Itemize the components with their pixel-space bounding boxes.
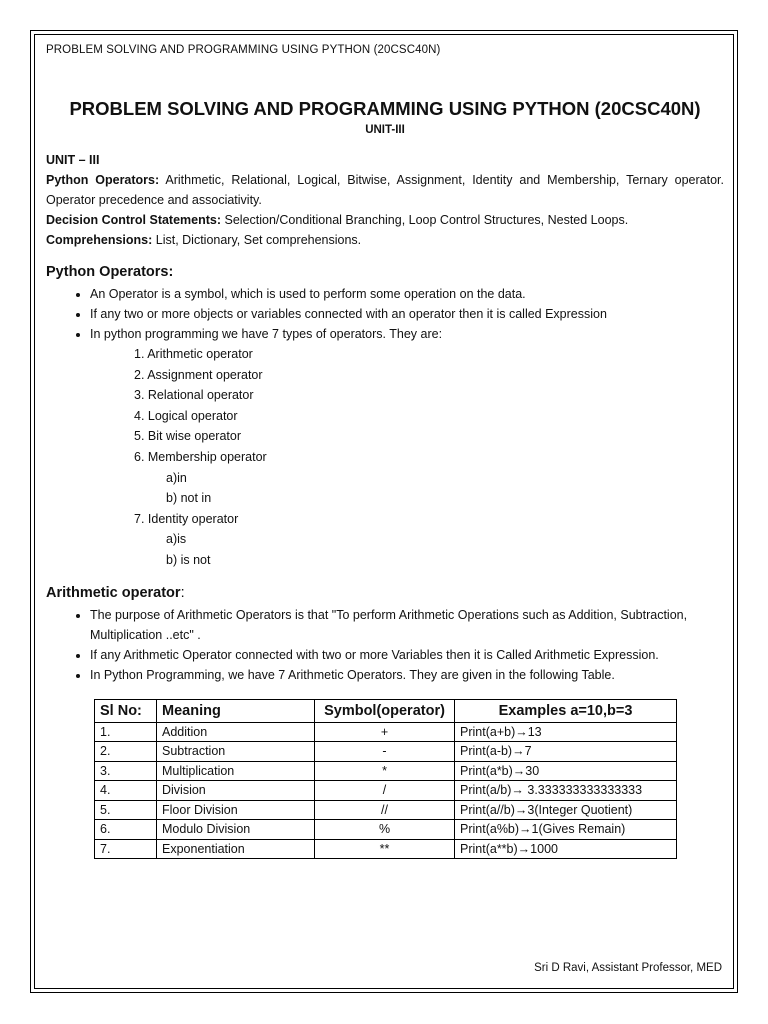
list-item: • The purpose of Arithmetic Operators is that "To perform Arithmetic Operations such as Addition, Subtraction, Multiplication ..etc" . — [90, 605, 724, 645]
list-item: • An Operator is a symbol, which is used to perform some operation on the data. — [90, 284, 724, 304]
list-item: 2. Assignment operator — [134, 367, 263, 382]
cell-example: Print(a/b)→ 3.333333333333333 — [455, 781, 677, 801]
column-header-meaning: Meaning — [157, 699, 315, 722]
table-row — [95, 781, 677, 801]
list-subitem: a)is — [166, 532, 187, 547]
cell-example: Print(a*b)→30 — [455, 761, 677, 781]
cell-meaning: Modulo Division — [157, 820, 315, 840]
list-item: 3. Relational operator — [134, 388, 254, 403]
list-item: 7. Identity operator — [134, 511, 239, 526]
syllabus-operators-text: Arithmetic, Relational, Logical, Bitwise, Assignment, Identity and Membership, Ternary operator. Operator precedence and associativity. — [46, 173, 724, 207]
list-item: 6. Membership operator — [134, 449, 267, 464]
syllabus-decision — [46, 210, 724, 230]
syllabus-comprehensions — [46, 230, 724, 250]
table-row — [95, 761, 677, 781]
arithmetic-heading-colon: : — [180, 584, 185, 601]
cell-sl-no: 3. — [95, 761, 157, 781]
cell-example: Print(a-b)→7 — [455, 742, 677, 762]
cell-example: Print(a+b)→13 — [455, 722, 677, 742]
cell-sl-no: 1. — [95, 722, 157, 742]
cell-example: Print(a//b)→3(Integer Quotient) — [455, 800, 677, 820]
cell-symbol: ** — [315, 839, 455, 859]
syllabus-decision-text: Selection/Conditional Branching, Loop Control Structures, Nested Loops. — [221, 213, 629, 227]
cell-sl-no: 4. — [95, 781, 157, 801]
list-subitem: a)in — [166, 470, 187, 485]
list-item: • In Python Programming, we have 7 Arithmetic Operators. They are given in the following Table. — [90, 665, 724, 685]
cell-meaning: Floor Division — [157, 800, 315, 820]
list-item: • In python programming we have 7 types of operators. They are: — [90, 324, 724, 344]
document-title: PROBLEM SOLVING AND PROGRAMMING USING PYTHON (20CSC40N) — [69, 98, 701, 119]
table-row — [95, 742, 677, 762]
cell-example: Print(a**b)→1000 — [455, 839, 677, 859]
operator-types-list — [46, 344, 724, 571]
cell-symbol: % — [315, 820, 455, 840]
list-subitem: b) is not — [166, 552, 211, 567]
list-subitem: b) not in — [166, 491, 212, 506]
table-row — [95, 839, 677, 859]
list-item: • If any two or more objects or variables connected with an operator then it is called Expression — [90, 304, 724, 324]
cell-meaning: Addition — [157, 722, 315, 742]
cell-meaning: Subtraction — [157, 742, 315, 762]
syllabus-operators-label: Python Operators: — [46, 173, 160, 187]
cell-symbol: + — [315, 722, 455, 742]
syllabus-comprehensions-text: List, Dictionary, Set comprehensions. — [152, 233, 362, 247]
table-row — [95, 820, 677, 840]
page-content — [46, 44, 724, 859]
cell-meaning: Exponentiation — [157, 839, 315, 859]
cell-sl-no: 5. — [95, 800, 157, 820]
syllabus-decision-label: Decision Control Statements: — [46, 213, 222, 227]
cell-symbol: - — [315, 742, 455, 762]
table-header-row — [95, 699, 677, 722]
unit-label: UNIT – III — [46, 153, 100, 167]
cell-sl-no: 2. — [95, 742, 157, 762]
cell-meaning: Multiplication — [157, 761, 315, 781]
table-row — [95, 722, 677, 742]
cell-sl-no: 7. — [95, 839, 157, 859]
cell-symbol: / — [315, 781, 455, 801]
arithmetic-heading-text: Arithmetic operator — [46, 584, 181, 601]
cell-sl-no: 6. — [95, 820, 157, 840]
page-footer: Sri D Ravi, Assistant Professor, MED — [534, 962, 722, 974]
arithmetic-operators-table — [94, 699, 677, 860]
cell-meaning: Division — [157, 781, 315, 801]
cell-symbol: * — [315, 761, 455, 781]
list-item: • If any Arithmetic Operator connected with two or more Variables then it is Called Arithmetic Expression. — [90, 645, 724, 665]
list-item: 1. Arithmetic operator — [134, 347, 253, 361]
python-operators-bullets — [46, 284, 724, 344]
column-header-sl-no: Sl No: — [95, 699, 157, 722]
column-header-examples: Examples a=10,b=3 — [455, 699, 677, 722]
table-row — [95, 800, 677, 820]
document-subtitle: UNIT-III — [365, 124, 405, 136]
column-header-symbol: Symbol(operator) — [315, 699, 455, 722]
python-operators-heading: Python Operators: — [46, 264, 174, 280]
list-item: 5. Bit wise operator — [134, 429, 241, 444]
cell-symbol: // — [315, 800, 455, 820]
syllabus-comprehensions-label: Comprehensions: — [46, 233, 153, 247]
syllabus-operators — [46, 170, 724, 210]
list-item: 4. Logical operator — [134, 408, 238, 423]
arithmetic-bullets — [46, 605, 724, 685]
arithmetic-operator-heading — [46, 585, 724, 601]
running-header: PROBLEM SOLVING AND PROGRAMMING USING PYTHON (20CSC40N) — [46, 44, 441, 56]
syllabus-block — [46, 150, 724, 250]
cell-example: Print(a%b)→1(Gives Remain) — [455, 820, 677, 840]
